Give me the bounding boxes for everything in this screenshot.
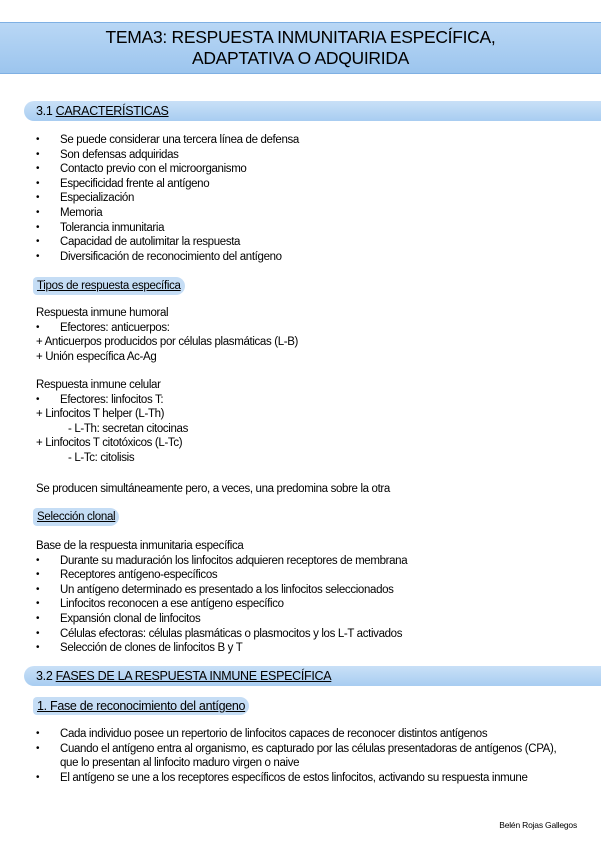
title-line-1: TEMA3: RESPUESTA INMUNITARIA ESPECÍFICA, — [105, 27, 496, 47]
celular-title: Respuesta inmune celular — [36, 379, 161, 391]
fase1-heading: 1. Fase de reconocimiento del antígeno — [33, 697, 249, 715]
list-item: • Células efectoras: células plasmáticas o plasmocitos y los L-T activados — [36, 627, 407, 642]
celular-plus-2: + Linfocitos T citotóxicos (L-Tc) — [36, 437, 183, 450]
celular-sub-2: - L-Tc: citolisis — [68, 451, 135, 464]
document-title — [0, 22, 601, 74]
list-item: • El antígeno se une a los receptores específicos de estos linfocitos, activando su respuesta inmune — [36, 771, 566, 786]
section-label: CARACTERÍSTICAS — [55, 104, 169, 118]
caracteristicas-list — [36, 133, 299, 264]
celular-plus-1: + Linfocitos T helper (L-Th) — [36, 408, 165, 421]
title-line-2: ADAPTATIVA O ADQUIRIDA — [191, 48, 410, 68]
seleccion-heading: Selección clonal — [33, 508, 119, 526]
humoral-plus-1: + Anticuerpos producidos por células plasmáticas (L-B) — [36, 336, 299, 349]
celular-sub-1: - L-Th: secretan citocinas — [68, 422, 189, 435]
list-item: • Tolerancia inmunitaria — [36, 221, 299, 236]
humoral-title: Respuesta inmune humoral — [36, 307, 169, 319]
list-item: • Especificidad frente al antígeno — [36, 177, 299, 192]
humoral-block — [36, 306, 298, 364]
section-label: FASES DE LA RESPUESTA INMUNE ESPECÍFICA — [55, 669, 332, 683]
section-number: 3.1 — [36, 104, 53, 118]
section-heading-fases — [24, 666, 601, 686]
list-item: • Cada individuo posee un repertorio de linfocitos capaces de reconocer distintos antígenos — [36, 727, 566, 742]
list-item: • Cuando el antígeno entra al organismo, es capturado por las células presentadoras de antígenos (CPA), que lo presentan al linfocito maduro virgen o naive — [36, 742, 566, 771]
humoral-effectors: • Efectores: anticuerpos: — [36, 321, 298, 336]
tipos-note: Se producen simultáneamente pero, a veces, una predomina sobre la otra — [36, 483, 390, 495]
list-item: • Receptores antígeno-específicos — [36, 568, 407, 583]
list-item: • Un antígeno determinado es presentado a los linfocitos seleccionados — [36, 583, 407, 598]
fase1-list — [36, 727, 566, 785]
list-item: • Linfocitos reconocen a ese antígeno específico — [36, 597, 407, 612]
list-item: • Especialización — [36, 191, 299, 206]
humoral-plus-2: + Unión específica Ac-Ag — [36, 350, 157, 363]
list-item: • Diversificación de reconocimiento del antígeno — [36, 250, 299, 265]
list-item: • Memoria — [36, 206, 299, 221]
section-heading-caracteristicas — [24, 101, 601, 121]
celular-effectors: • Efectores: linfocitos T: — [36, 393, 188, 408]
list-item: • Contacto previo con el microorganismo — [36, 162, 299, 177]
list-item: • Selección de clones de linfocitos B y T — [36, 641, 407, 656]
section-number: 3.2 — [36, 669, 53, 683]
list-item: • Expansión clonal de linfocitos — [36, 612, 407, 627]
seleccion-intro: Base de la respuesta inmunitaria específica — [36, 540, 244, 552]
list-item: • Durante su maduración los linfocitos adquieren receptores de membrana — [36, 554, 407, 569]
list-item: • Son defensas adquiridas — [36, 148, 299, 163]
author-footer: Belén Rojas Gallegos — [499, 820, 577, 830]
celular-block — [36, 378, 188, 466]
list-item: • Capacidad de autolimitar la respuesta — [36, 235, 299, 250]
tipos-heading: Tipos de respuesta específica — [33, 277, 185, 295]
seleccion-list — [36, 554, 407, 656]
list-item: • Se puede considerar una tercera línea de defensa — [36, 133, 299, 148]
